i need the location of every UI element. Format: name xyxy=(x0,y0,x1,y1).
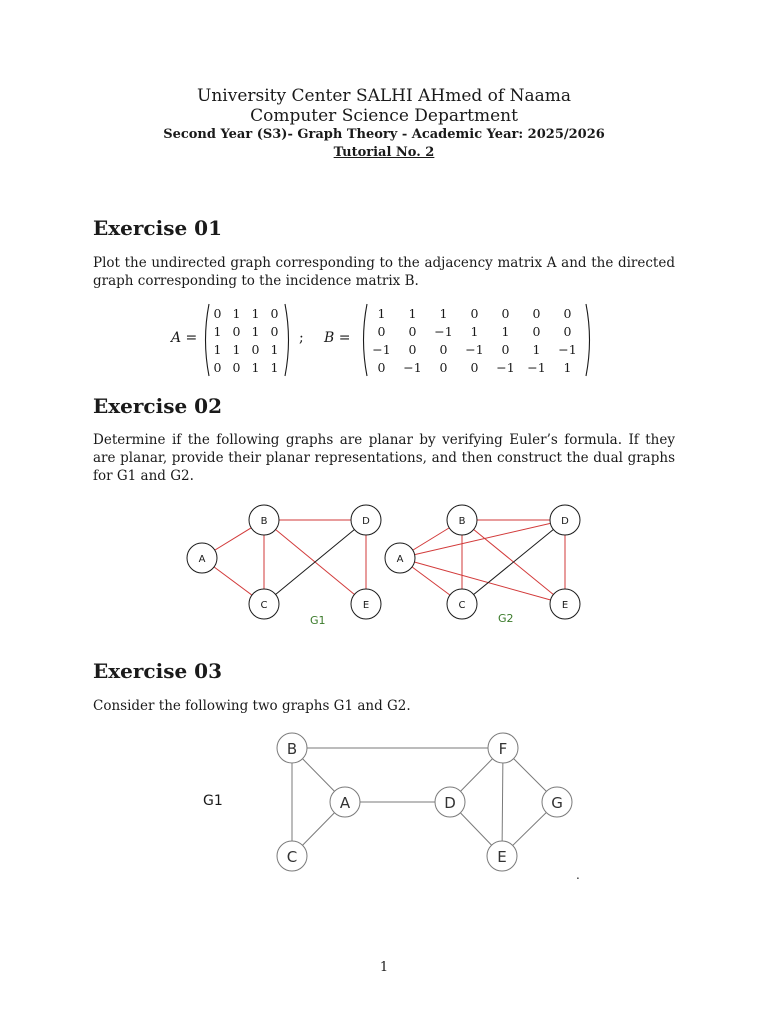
g2-node-a xyxy=(385,543,415,573)
matrix-a-right-paren xyxy=(284,303,292,377)
matrix-b-right-paren xyxy=(585,303,593,377)
matrix-separator: ; xyxy=(299,330,304,346)
matrices xyxy=(168,303,598,377)
matrix-b-cell: 1 xyxy=(470,323,479,339)
ex3-node-c xyxy=(277,841,307,871)
matrix-a-row xyxy=(208,322,284,340)
g2-node-d xyxy=(550,505,580,535)
matrix-a-row xyxy=(208,340,284,358)
matrix-a-row xyxy=(208,358,284,376)
matrix-a-cell: 0 xyxy=(213,359,222,375)
matrix-a xyxy=(208,304,284,376)
matrix-a-cell: 1 xyxy=(251,323,260,339)
exercise-03-graph xyxy=(195,728,585,878)
svg-text:C: C xyxy=(286,848,298,866)
exercise-02-text: Determine if the following graphs are planar by verifying Euler’s formula. If they are planar, provide their planar representations, and then construct the dual graphs for G1 and G2. xyxy=(93,432,675,484)
matrix-a-cell: 0 xyxy=(270,305,279,321)
svg-text:C: C xyxy=(458,600,466,611)
tutorial-number: Tutorial No. 2 xyxy=(333,145,435,160)
svg-text:E: E xyxy=(497,848,507,866)
svg-text:A: A xyxy=(396,554,404,565)
matrix-b-cell: 0 xyxy=(408,323,417,339)
svg-text:A: A xyxy=(339,794,351,812)
matrix-b-row xyxy=(366,340,583,358)
matrix-a-label: A = xyxy=(171,330,198,346)
matrix-b-row xyxy=(366,304,583,322)
matrix-b-cell: −1 xyxy=(372,341,391,357)
exercise-03-text: Consider the following two graphs G1 and G2. xyxy=(93,698,411,714)
matrix-b-cell: 0 xyxy=(439,341,448,357)
matrix-b-cell: 1 xyxy=(563,359,572,375)
ex3-node-d xyxy=(435,787,465,817)
svg-text:B: B xyxy=(260,516,268,527)
page-number: 1 xyxy=(379,960,389,975)
matrix-b-cell: 0 xyxy=(470,359,479,375)
matrix-b-cell: −1 xyxy=(403,359,422,375)
g2-node-b xyxy=(447,505,477,535)
g2-node-c xyxy=(447,589,477,619)
exercise-01-text: Plot the undirected graph corresponding to the adjacency matrix A and the directed graph corresponding to the incidence matrix B. xyxy=(93,255,675,289)
svg-text:G: G xyxy=(551,794,563,812)
matrix-b-cell: 1 xyxy=(532,341,541,357)
matrix-a-cell: 0 xyxy=(232,359,241,375)
svg-text:C: C xyxy=(260,600,268,611)
matrix-a-cell: 1 xyxy=(232,305,241,321)
course-line: Second Year (S3)- Graph Theory - Academic Year: 2025/2026 xyxy=(163,127,605,142)
matrix-b-cell: 0 xyxy=(501,305,510,321)
matrix-b-cell: 0 xyxy=(563,323,572,339)
matrix-b-row xyxy=(366,358,583,376)
g1-label: G1 xyxy=(310,614,326,627)
matrix-a-cell: 1 xyxy=(270,341,279,357)
matrix-a-cell: 1 xyxy=(232,341,241,357)
matrix-b-cell: 0 xyxy=(377,323,386,339)
g2-edges xyxy=(400,520,565,604)
matrix-b-cell: −1 xyxy=(558,341,577,357)
matrix-b-cell: 0 xyxy=(563,305,572,321)
matrix-b-cell: −1 xyxy=(434,323,453,339)
ex3-node-e xyxy=(487,841,517,871)
g2-label: G2 xyxy=(498,612,514,625)
g1-node-c xyxy=(249,589,279,619)
exercise-02-title: Exercise 02 xyxy=(93,394,222,418)
document-header xyxy=(0,86,768,162)
matrix-a-cell: 1 xyxy=(251,359,260,375)
g1-node-a xyxy=(187,543,217,573)
matrix-a-cell: 1 xyxy=(270,359,279,375)
svg-text:D: D xyxy=(362,516,370,527)
matrix-b-cell: 1 xyxy=(408,305,417,321)
matrix-a-cell: 1 xyxy=(213,341,222,357)
matrix-b-cell: 0 xyxy=(439,359,448,375)
matrix-b-row xyxy=(366,322,583,340)
exercise-03-title: Exercise 03 xyxy=(93,659,222,683)
matrix-b-cell: 0 xyxy=(470,305,479,321)
exercise-02-graphs xyxy=(180,500,590,635)
ex3-node-b xyxy=(277,733,307,763)
matrix-a-cell: 0 xyxy=(251,341,260,357)
matrix-a-row xyxy=(208,304,284,322)
g1-node-b xyxy=(249,505,279,535)
matrix-b-cell: 0 xyxy=(377,359,386,375)
ex3-node-a xyxy=(330,787,360,817)
g2-edge-a-e xyxy=(400,558,565,604)
svg-text:E: E xyxy=(362,600,370,611)
matrix-b-cell: −1 xyxy=(465,341,484,357)
university-name: University Center SALHI AHmed of Naama xyxy=(197,86,571,106)
matrix-b-cell: 0 xyxy=(532,305,541,321)
matrix-b-cell: 0 xyxy=(532,323,541,339)
ex3-node-f xyxy=(488,733,518,763)
svg-text:A: A xyxy=(198,554,206,565)
matrix-b-cell: −1 xyxy=(527,359,546,375)
matrix-a-cell: 0 xyxy=(270,323,279,339)
matrix-b-cell: 1 xyxy=(501,323,510,339)
exercise-03-graph-label: G1 xyxy=(203,793,223,809)
stray-dot: . xyxy=(576,868,580,882)
matrix-b xyxy=(366,304,583,376)
svg-text:F: F xyxy=(498,740,508,758)
matrix-b-cell: 1 xyxy=(377,305,386,321)
matrix-a-cell: 0 xyxy=(232,323,241,339)
g1-node-e xyxy=(351,589,381,619)
matrix-b-cell: 0 xyxy=(408,341,417,357)
department-name: Computer Science Department xyxy=(250,106,518,126)
matrix-a-cell: 1 xyxy=(251,305,260,321)
g1-edges xyxy=(202,520,366,604)
matrix-b-cell: −1 xyxy=(496,359,515,375)
exercise-01-title: Exercise 01 xyxy=(93,216,222,240)
g1-node-d xyxy=(351,505,381,535)
matrix-a-cell: 0 xyxy=(213,305,222,321)
matrix-b-cell: 0 xyxy=(501,341,510,357)
matrix-b-cell: 1 xyxy=(439,305,448,321)
g2-edge-a-d xyxy=(400,520,565,558)
matrix-a-cell: 1 xyxy=(213,323,222,339)
ex3-node-g xyxy=(542,787,572,817)
svg-text:B: B xyxy=(286,740,298,758)
svg-text:B: B xyxy=(458,516,466,527)
g2-node-e xyxy=(550,589,580,619)
svg-text:E: E xyxy=(561,600,569,611)
svg-text:D: D xyxy=(561,516,569,527)
matrix-b-label: B = xyxy=(324,330,351,346)
svg-text:D: D xyxy=(444,794,456,812)
